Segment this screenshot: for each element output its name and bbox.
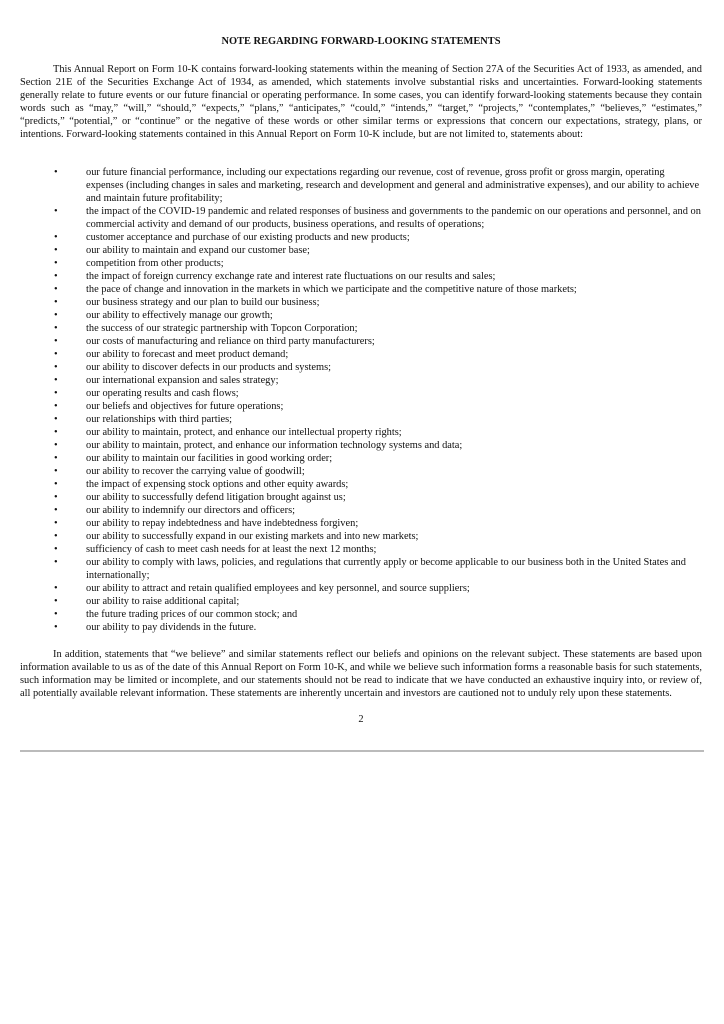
list-item-text: our beliefs and objectives for future operations; bbox=[86, 401, 284, 412]
list-item-text: our relationships with third parties; bbox=[86, 414, 233, 425]
page-title: NOTE REGARDING FORWARD-LOOKING STATEMENTS bbox=[221, 36, 501, 47]
list-item bbox=[20, 244, 702, 257]
bullet-icon: • bbox=[54, 544, 58, 555]
bullet-icon: • bbox=[54, 310, 58, 321]
list-item-text: our future financial performance, including our expectations regarding our revenue, cost of revenue, gross profit or gross margin, operating expenses (including changes in sales and marketing, research and development and general and administrative expenses), and our ability to achieve and maintain future profitability; bbox=[86, 167, 700, 204]
bullet-icon: • bbox=[54, 284, 58, 295]
list-item-text: the future trading prices of our common stock; and bbox=[86, 609, 298, 620]
bullet-icon: • bbox=[54, 232, 58, 243]
list-item bbox=[20, 335, 702, 348]
list-item-text: our ability to successfully expand in our existing markets and into new markets; bbox=[86, 531, 419, 542]
list-item bbox=[20, 257, 702, 270]
bullet-icon: • bbox=[54, 336, 58, 347]
bullet-icon: • bbox=[54, 375, 58, 386]
list-item-text: our ability to recover the carrying value of goodwill; bbox=[86, 466, 305, 477]
bullet-icon: • bbox=[54, 349, 58, 360]
bullet-icon: • bbox=[54, 466, 58, 477]
intro-paragraph: This Annual Report on Form 10-K contains forward-looking statements within the meaning of Section 27A of the Securities Act of 1933, as amended, and Section 21E of the Securities Exchange Act of 1934, as amended, which statements involve substantial risks and uncertainties. Forward-looking statements generally relate to future events or our future financial or operating performance. In some cases, you can identify forward-looking statements because they contain words such as “may,” “will,” “should,” “expects,” “plans,” “anticipates,” “could,” “intends,” “target,” “projects,” “contemplates,” “believes,” “estimates,” “predicts,” “potential,” or “continue” or the negative of these words or other similar terms or expressions that concern our expectations, strategy, plans, or intentions. Forward-looking statements contained in this Annual Report on Form 10-K include, but are not limited to, statements about: bbox=[20, 64, 702, 140]
list-item-text: our ability to successfully defend litigation brought against us; bbox=[86, 492, 346, 503]
page-divider bbox=[20, 750, 704, 752]
document-page bbox=[20, 35, 702, 726]
list-item-text: customer acceptance and purchase of our existing products and new products; bbox=[86, 232, 410, 243]
bullet-icon: • bbox=[54, 583, 58, 594]
list-item bbox=[20, 426, 702, 439]
bullet-icon: • bbox=[54, 297, 58, 308]
list-item bbox=[20, 309, 702, 322]
list-item bbox=[20, 608, 702, 621]
list-item bbox=[20, 452, 702, 465]
list-item-text: sufficiency of cash to meet cash needs for at least the next 12 months; bbox=[86, 544, 377, 555]
list-item bbox=[20, 595, 702, 608]
list-item bbox=[20, 283, 702, 296]
list-item-text: the success of our strategic partnership with Topcon Corporation; bbox=[86, 323, 358, 334]
bullet-icon: • bbox=[54, 258, 58, 269]
list-item bbox=[20, 361, 702, 374]
list-item bbox=[20, 621, 702, 634]
page-number: 2 bbox=[358, 714, 364, 725]
bullet-icon: • bbox=[54, 414, 58, 425]
list-item bbox=[20, 205, 702, 231]
list-item-text: the pace of change and innovation in the markets in which we participate and the competitive nature of those markets; bbox=[86, 284, 577, 295]
list-item-text: the impact of expensing stock options and other equity awards; bbox=[86, 479, 349, 490]
list-item-text: our ability to attract and retain qualified employees and key personnel, and source suppliers; bbox=[86, 583, 470, 594]
list-item bbox=[20, 439, 702, 452]
bullet-list bbox=[20, 166, 702, 634]
list-item-text: our operating results and cash flows; bbox=[86, 388, 239, 399]
bullet-icon: • bbox=[54, 440, 58, 451]
list-item-text: our business strategy and our plan to build our business; bbox=[86, 297, 320, 308]
list-item-text: our ability to raise additional capital; bbox=[86, 596, 240, 607]
list-item bbox=[20, 543, 702, 556]
list-item bbox=[20, 322, 702, 335]
list-item-text: our ability to discover defects in our products and systems; bbox=[86, 362, 331, 373]
list-item-text: competition from other products; bbox=[86, 258, 224, 269]
list-item-text: our costs of manufacturing and reliance on third party manufacturers; bbox=[86, 336, 375, 347]
bullet-icon: • bbox=[54, 596, 58, 607]
list-item bbox=[20, 374, 702, 387]
bullet-icon: • bbox=[54, 622, 58, 633]
list-item bbox=[20, 270, 702, 283]
list-item-text: our ability to forecast and meet product demand; bbox=[86, 349, 289, 360]
list-item-text: our ability to maintain and expand our customer base; bbox=[86, 245, 310, 256]
bullet-icon: • bbox=[54, 167, 58, 178]
closing-paragraph: In addition, statements that “we believe” and similar statements reflect our beliefs and opinions on the relevant subject. These statements are based upon information available to us as of the date of this Annual Report on Form 10-K, and while we believe such information forms a reasonable basis for such statements, such information may be limited or incomplete, and our statements should not be read to indicate that we have conducted an exhaustive inquiry into, or review of, all potentially available relevant information. These statements are inherently uncertain and investors are cautioned not to unduly rely upon these statements. bbox=[20, 649, 702, 699]
list-item-text: our ability to pay dividends in the future. bbox=[86, 622, 257, 633]
list-item bbox=[20, 413, 702, 426]
list-item bbox=[20, 478, 702, 491]
bullet-icon: • bbox=[54, 323, 58, 334]
list-item-text: our ability to maintain, protect, and enhance our information technology systems and data; bbox=[86, 440, 463, 451]
list-item bbox=[20, 296, 702, 309]
list-item-text: our ability to maintain, protect, and enhance our intellectual property rights; bbox=[86, 427, 402, 438]
list-item-text: the impact of foreign currency exchange rate and interest rate fluctuations on our results and sales; bbox=[86, 271, 496, 282]
list-item-text: our ability to indemnify our directors and officers; bbox=[86, 505, 296, 516]
list-item bbox=[20, 400, 702, 413]
bullet-icon: • bbox=[54, 362, 58, 373]
bullet-icon: • bbox=[54, 531, 58, 542]
list-item bbox=[20, 504, 702, 517]
list-item bbox=[20, 166, 702, 205]
list-item bbox=[20, 556, 702, 582]
bullet-icon: • bbox=[54, 518, 58, 529]
bullet-icon: • bbox=[54, 388, 58, 399]
bullet-icon: • bbox=[54, 206, 58, 217]
list-item bbox=[20, 387, 702, 400]
list-item bbox=[20, 231, 702, 244]
bullet-icon: • bbox=[54, 479, 58, 490]
bullet-icon: • bbox=[54, 453, 58, 464]
bullet-icon: • bbox=[54, 401, 58, 412]
list-item bbox=[20, 491, 702, 504]
list-item-text: our international expansion and sales strategy; bbox=[86, 375, 279, 386]
list-item-text: the impact of the COVID-19 pandemic and related responses of business and governments to the pandemic on our operations and personnel, and on commercial activity and demand of our products, business operations, and results of operations; bbox=[86, 206, 701, 230]
list-item bbox=[20, 582, 702, 595]
list-item bbox=[20, 348, 702, 361]
bullet-icon: • bbox=[54, 245, 58, 256]
bullet-icon: • bbox=[54, 271, 58, 282]
list-item-text: our ability to maintain our facilities in good working order; bbox=[86, 453, 333, 464]
bullet-icon: • bbox=[54, 557, 58, 568]
bullet-icon: • bbox=[54, 492, 58, 503]
list-item bbox=[20, 465, 702, 478]
list-item bbox=[20, 530, 702, 543]
bullet-icon: • bbox=[54, 427, 58, 438]
list-item-text: our ability to effectively manage our growth; bbox=[86, 310, 273, 321]
bullet-icon: • bbox=[54, 609, 58, 620]
list-item-text: our ability to repay indebtedness and have indebtedness forgiven; bbox=[86, 518, 359, 529]
list-item bbox=[20, 517, 702, 530]
list-item-text: our ability to comply with laws, policies, and regulations that currently apply or become applicable to our business both in the United States and internationally; bbox=[86, 557, 686, 581]
bullet-icon: • bbox=[54, 505, 58, 516]
